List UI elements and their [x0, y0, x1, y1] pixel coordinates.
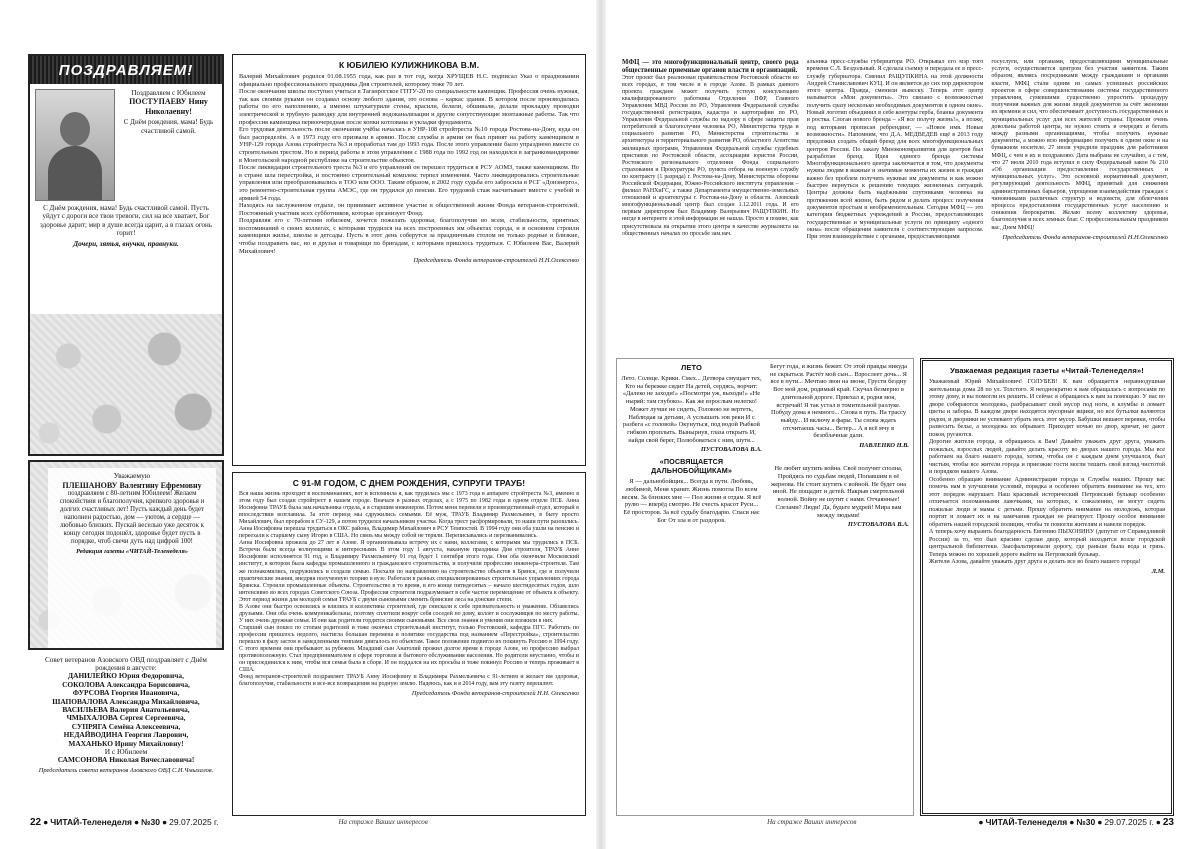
greeting3-name: ВАСИЛЬЕВА Валерия Анатольевича, — [62, 705, 190, 715]
greeting2-signature: Редакция газеты «ЧИТАЙ-Теленеделя» — [76, 547, 188, 555]
greeting2-name: ПЛЕШАНОВУ Валентину Ефремовну — [62, 480, 202, 490]
greeting3-name: И с Юбилеем — [104, 747, 148, 757]
mfc-column-2: альника пресс-службы губернатора РО. Открывал его мэр того времени С.Л. Бездольный. Я сделала съемку и передала ее в пресс-службу губернатора. Сменил РАЩУПКИНА на этой должности Андрей Станиславович КУЦ. И он является до сих пор директором этого центра. Правда, сменили вывеску. Теперь этот центр называется «Мои документы». Это связано с возможностью получить сразу несколько необходимых документов в одном окне». Новый логотип объединил в себе контуры герба, бланка документа и ростка. Слоган нового бренда – «Я все получу жизнь!», а позже, под которыми прописан ребрендинг, — «Новое имя. Новые возможности». Напомним, что Д.А. МЕДВЕДЕВ ещё в 2013 году предложил создать общий бренд для всех многофункциональных центров России. По заказу Минэкономразвития для центров был разработан бренд. Идея единого бренда системы Многофункционального центра заключается в том, что документы нужны людям в важные и значимые моменты их жизни и граждан важно без проблем получить нужные им документы и как можно быстрее вернуться к решению текущих жизненных ситуаций. Центры должны быть надёжными спутниками человека на протяжении всей жизни, быть рядом и делать процесс получения документов простым и необременительным. Сегодня МФЦ — это категория бюджетных учреждений в России, предоставляющих государственные и муниципальные услуги по принципу «одного окна» после обращения заявителя с соответствующим запросом. При этом взаимодействие с органами, предоставляющими — [806, 59, 984, 241]
right-page — [616, 38, 1174, 828]
poems-section — [616, 358, 914, 816]
greeting1-signature: Дочери, зятья, внучки, правнуки. — [73, 239, 179, 248]
greeting3-names — [32, 672, 220, 764]
mfc-column-1: Этот проект был реализован правительством Ростовской области во всех городах, в том числе и в городе Азове. В рамках данного проекта граждане может получить устную консультацию квалифицированного работника Отделения ПФР, Главного Управления МВД России по РО, Управления Федеральной службы государственной регистрации, кадастра и картографии по РО, Управления Федеральной службы по надзору в сфере защиты прав потребителей и благополучия человека РО, Министерства труда и социального развития РО, Министерства строительства и архитектуры и территориального развития РО, областного Агентства жилищных программ, Управления Федеральной службы судебных приставов по Ростовской области, ассоциации юристов России, Ростовского регионального отделения Фонда социального страхования и Прокуратуры РО, пункта отбора на военную службу по контракту (1 разряда) г. Ростова-на-Дону, Министерства обороны Российской Федерации, Южно-Российского института управления – филиал РАНХиГС, а также Департамента имущественно-земельных отношений и архитектуры г. Ростова-на-Дону и области. Азовский многофункциональный центр был создан 1.12.2011 года. И его первым директором был Владимир Валерьевич РАЩУПКИН. Но нигде в интернете я этой информации не нашла. Просто я помню, как присутствовала на открытии этого центра в качестве журналиста на общественных началах по просьбе зам.нач. — [622, 74, 799, 237]
article1-paragraph: После окончания школы поступил учиться в Таганрогское ГПТУ-20 по специальности каменщик. Профессия очень нужная, так как своими руками он создавал основу любого здания, это основа – каркас здания. В котором после производились работы по его наполнению, а именно штукатурили стены, красили, белили, обшивали, делали прокладку проводки электрической и трубную разводку для внутренней водоканализации и другие сопутствующие монтажные работы. Так что профессия каменщика первоочередная после копки котлована и укладки фундамента. — [239, 88, 579, 126]
greeting1-salutation: Поздравляем с Юбилеем — [131, 89, 206, 97]
greeting1-text-a: С Днём рождения, мама! Будь счастливой самой. — [123, 118, 214, 135]
greeting2-salutation: Уважаемую — [113, 471, 151, 480]
article1-title: К ЮБИЛЕЮ КУЛИЖНИКОВА В.М. — [338, 60, 480, 70]
left-footer: 22 ● ЧИТАЙ-Теленеделя ● №30 ● 29.07.2025 г. На страже Ваших интересов — [30, 816, 428, 828]
greeting3-name: МАХАНЬКО Ирину Михайловну! — [68, 738, 184, 748]
greeting3-name: НЕДАЙВОДИНА Георгия Лаврович, — [63, 730, 189, 740]
footer-slogan: На страже Ваших интересов — [338, 818, 428, 826]
editorial-paragraph: Уважаемый Юрий Михайлович! ГОЛУБЕВ! К вам обращается неравнодушная жительница дома 28 по ул. Толстого. Я неоднократно к вам обращалась с вопросами по этому дому, и вы помогли их решить. И сейчас я обращаюсь к вам за помощью. У нас во дворе собираются молодежь, разбрасывает свой мусор под ноги, в клумбы и ломает цветы и заборы. В каждом дворе находятся мусорные ящики, но все бутылки валяются рядом, и дворники не успевают убрать весь этот мусор. Бабушки вешают веревки, чтобы развесить белье, а молодежь их обрывает. Приходят ночью во двор, кричат, не дают покоя, ругаются. — [929, 378, 1165, 438]
issue-number: №30 — [141, 817, 161, 827]
article2-paragraph: Вся наша жизнь проходит в воспоминаниях, вот и вспомнила я, как трудилась мы с 1973 года в аппарате стройтреста №3, именно в этом году был создан стройтрест в нашем городе. Вначале в разных отделах, а с 1975 по 1982 годы в одном отделе ПСБ. Анна Иосифовна ТРАУБ была зам.начальника отдела, а я старшим инженером. Потом меня перевели в производственный отдел, который в впоследствии возглавила. За этот период мы сдружились семьями. Её муж, ТРАУБ Владимир Рахмельевич, в быту просто Михайлович, был прорабом в СУ-129, а потом трудился начальником участка. Когда трест расформировали, то наши пути разошлись. Анна Иосифовна перешла трудиться в ОКС района, Владимир Михайлович в РСУ Темпостей. В 1994 году они оба ушли на пенсию и переехали к старшему сыну Игорю в США. Но связь мы между собой не теряли. Переписывались и перезванивались. — [239, 491, 579, 540]
editorial-title: Уважаемая редакция газеты «Читай-Теленеделя»! — [950, 366, 1144, 375]
right-footer: На страже Ваших интересов ● ЧИТАЙ-Теленеделя ● №30 ● 29.07.2025 г. ● 23 — [767, 816, 1174, 828]
article1-paragraph: Поздравляя его с 70-летним юбилеем, хочется пожелать здоровья, благополучия во всем, стабильности, приятных воспоминаний о своих коллегах, с которыми трудился на всех построенных им объектах города, и в основном строили каменщики жилье, школы и детсады. Пусть в этот день соберутся за праздничным столом не только родные и близкие, чтобы поздравить вас, но и друзья и товарищи по бригадам, с которыми пришлось трудиться. С Юбилеем Вас, Валерий Михайлович! — [239, 217, 579, 255]
article2-paragraph: Фонд ветеранов-строителей поздравляет ТРАУБ Анну Иосифовну и Владимира Рахмельевича с 91-летием и желает им здоровья, благополучия, стабильности и все-все возвращения на родную землю. Надеюсь, как и в 2014 году, вам эту газету перешлют. — [239, 674, 579, 688]
greeting-banner-box — [28, 54, 224, 456]
greeting1-text: С Днём рождения, мама! Будь счастливой самой. Пусть уйдут с дороги все твои тревоги, сил на все хватает, Бог здоровье дарит; мир в душе всегда царит, а в глазах огонь горит! — [40, 204, 212, 238]
greeting2-text: поздравляем с 80-летним Юбилеем! Желаем спокойствия и благополучия, крепкого здоровья и долгих счастливых лет! Пусть каждый день будет наполнен радостью, дом — уютом, а сердце — любовью близких. Пускай веселью уже десяток к концу сегодня подошёл, здоровье будет пусть в порядке, чтоб свечи дуть над цифрой 100! — [59, 489, 205, 545]
poem3-text: Я — дальнобойщик... Всегда в пути. Любовь, любимой, Меня хранит. Жизнь помогла По всем весям. За близких мне — Пол жизни я отдам. Я всё рулю — вперёд смотрю. Не счесть красот Руси... Её просторов. За всё судьбу благодарю. Спаси нас Бог От зла и от раздоров. — [621, 478, 762, 524]
footer-slogan: На страже Ваших интересов — [767, 818, 857, 826]
article2-title: С 91-М ГОДОМ, С ДНЕМ РОЖДЕНИЯ, СУПРУГИ ТРАУБ! — [292, 478, 526, 488]
mfc-signature: Председатель Фонда ветеранов-строителей Н.Н.Олексенко — [1002, 233, 1169, 241]
greeting3-name: ДАНИЛЕЙКО Юрия Федоровича, — [68, 671, 184, 681]
greeting3-name: САМСОНОВА Николая Вячеславовича! — [57, 755, 195, 765]
poem1-author: ПУСТОВАЛОВА В.А. — [700, 446, 762, 454]
issue-date: 29.07.2025 г. — [1104, 817, 1154, 827]
article2-paragraph: Анна Иосифовна прожила до 27 лет в Азове. Я организовывала встречу их с нами, коллегами, с которыми мы трудились в ПСБ. Встречи были всегда волнующими и интересными. В этом году 1 августа, накануне праздника Дня строителя, ТРАУБ Анне Иосифовне исполняется 91 год, а Владимиру Рахмельевичу 91 год будет 1 сентября этого года. Они оба окончили Московский институт, в котором была кафедра промышленного и гражданского строительства, и получили профессию инженера-строителя. Там же познакомились, подружились и создали семью. Поехали по направлению на строительство объектов в Брянск, где и получили практические знания, внедряя полученную теорию в вузе. Работали в разных специализированных строительных управлениях города Брянска. Строили промышленные объекты. Строительство в то время, в его конце пятидесятых – начало шестидесятых годов, шло интенсивно во всех городах Советского Союза. Профессия строителя подразумевает в себе частое перемещение от объекта к объекту. Этот период жизни для молодой семьи ТРАУБ с двумя сыновьями сменить брянские леса на донские степи. — [239, 540, 579, 603]
poem1-text: Лето. Солнце. Крики. Смех... Детвора смущает тех, Кто на бережке сидит На детей, сердясь, ворчит: «Далеко не заходи!» «Посмотри уж, выходи!» «Не ныряй: там глубоко». Как же взрослым нелегко! Может лучше не сидеть, Головою не вертеть, Наблюдая за детьми, А услышать зов реки И с разбега «с головой» Окунуться, под водой Рыбкой гибкою проплыть. Вынырнув, глаза открыть И, найдя свой берег, Полюбоваться с ним, шутя... — [621, 375, 762, 444]
roses-illustration — [30, 314, 222, 454]
mfc-intro: МФЦ — это многофункциональный центр, своего рода общественные приемные органов власти и организаций. — [622, 59, 799, 74]
issue-number: №30 — [1076, 817, 1096, 827]
article1-paragraph: Его трудовая деятельность после окончания учёбы началась в УНР-108 стройтреста №10 города Ростова-на-Дону, куда он был распределён. А в 1973 году его призвали в армию. После службы в армии он был принят на работу каменщиком в УНР-129 города Азова стройтреста №3 и проработал там до 1993 года. После этого управление было упразднено вместе со строительным трестом. Но в период работы в этом управлении с 1988 года по 1992 год он находился в загранкомандировке в Монгольской народной республике на строительстве объектов. — [239, 126, 579, 164]
greeting3-name: ШАПОВАЛОВА Александра Михайловича, — [52, 696, 200, 706]
article-mfc — [616, 54, 1174, 352]
article-traub — [232, 472, 586, 816]
issue-date: 29.07.2025 г. — [169, 817, 219, 827]
greeting3-signature: Председатель совета ветеранов Азовского ОВД С.И.Чмыхалов. — [38, 766, 214, 774]
greeting3-name: ФУРСОВА Георгия Ивановича, — [72, 688, 180, 698]
article2-paragraph: В Азове они быстро освоились и влились в коллективы строителей, где снискали к себе признательность и уважение. Обзавелись друзьями. Они оба очень коммуникабельны, поэтому сплотили вокруг себя соседей по дому, коллег и сослуживцев по месту работы. У них очень дружная семья. И они как родители гордятся своими сыновьями. Все свои знания и умения они вложили в них. — [239, 603, 579, 624]
editorial-letter — [920, 358, 1174, 816]
article2-signature: Председатель Фонда ветеранов-строителей Н.Н. Олексенко — [411, 690, 579, 698]
paper-name: ЧИТАЙ-Теленеделя — [50, 817, 132, 827]
poem4-text: Не любит шутить война. Своё получит сполна, Пройдясь по судьбам людей, Попавшим в её жернова. Не стоит шутить с войной. Не будет она иной. Не пощадит и детей. Накрыв смертельной волной. Войну не шутит с нами. Отчаянные! Слезами? Люди! Да, будьте мудрей! Мира вам между людьми! — [770, 465, 907, 519]
article1-paragraph: Находясь на заслуженном отдыхе, он принимает активное участие в общественной жизни Фонда ветеранов-строителей. Постоянный участник всех субботников, которые организует Фонд. — [239, 202, 579, 217]
article-kulizhnikov — [232, 54, 586, 466]
poem2-text: Бегут года, и жизнь бежит. От этой правды никуда не скрыться. Растёт мой сын... Взрослеет дочь... Я все в пути... Мечтаю звон на звоне, Грусти бездну Вот мой дом, родимый край. Скучал безмерно в длительной дороге. Приехал я, родня моя, встречай! Я так устал в томительной разлуке. Побуду дома я немного... Снова в путь. На трассу выйду... И включу я фары. Ты снова ждать отсчитаешь часы... Ветер... А я всё мчу в безоблачные дали. — [770, 363, 907, 440]
mfc-column-3: госуслуги, или органами, предоставляющими муниципальные услуги, осуществляется центром без участия заявителя. Таким образом, являясь посредниками между гражданами и органами власти, МФЦ стали одним из самых успешных российских проектов в сфере совершенствования системы государственного управления, сумевшими существенно упростить процедуру получения важных для жизни людей документов за счёт экономии их времени и сил, что обеспечивает доступность государственных и муниципальных услуг для всех жителей страны. Прожили очень довольны работой центра, не нужно стоять в очередях и бегать между разными организациями, чтобы получить нужные документы, а можно всю информацию получить в одном окне и на бумажном носителе. 27 июля учредили праздник для работников МФЦ, с чем я их и поздравляю. Дата выбрана не случайно, а с тем, что 27 июля 2010 года вступил в силу Федеральный закон № 210 «Об организации предоставления государственных и муниципальных услуг». Это основной нормативный документ, регулирующий деятельность МФЦ, принятый для снижения административных барьеров, упрощения взаимодействия граждан с чиновниками различных структур и ведомств, для облегчения процесса предоставления государственных услуг населению и снижения бюрократии. Желаю всему коллективу здоровья, благополучия и всех земных благ. С профессиональным праздником вас, Днем МФЦ! — [991, 59, 1169, 231]
editorial-signature: Л.М. — [1151, 567, 1165, 575]
paper-name: ЧИТАЙ-Теленеделя — [985, 817, 1068, 827]
article1-paragraph: После ликвидации строительного треста №3 и его управлений он перешел трудиться в РСУ АОМЗ, также каменщиком. Но в стране шла перестройка, и постоянно строительный комплекс терпел изменения. Часто ликвидировались строительные управления или преобразовывались в ТОО или ООО. Таким образом, в 2002 году судьба его забросила в РСГ «Донэнерго», это ремонтно-строительная группа АМЭС, где он трудился до пенсии. Его трудовой стаж насчитывает вместе с учебой и армией 54 года. — [239, 164, 579, 202]
greeting1-name: ПОСТУПАЕВУ Нину Николаевну! — [129, 97, 208, 116]
page-number: 23 — [1162, 816, 1174, 828]
banner-text: ПОЗДРАВЛЯЕМ! — [58, 61, 194, 79]
editorial-paragraph: Особенно обращаю внимание Администрации города и Службы наших. Прошу вас помочь нам в улучшении условий, порядка и особенно обратить внимание на тех, кто этот порядок нарушает. Наш красивый исторический Петровский бульвар особенно отличается поломанными лавочками, на которых, к сожалению, не могут сидеть пожилые люди и мамы с детьми. Прошу обратить внимание на молодежь, которая портит и ломает их и на замечания граждан не реагирует. Прошу особое внимание обратить нашей городской полиции, чтобы те помогли жителям и навели порядок. — [929, 475, 1165, 528]
left-page — [28, 38, 586, 828]
greeting3-name: СОКОЛОВА Александра Борисовича, — [62, 679, 190, 689]
poem3-title: «ПОСВЯЩАЕТСЯ ДАЛЬНОБОЙЩИКАМ» — [651, 457, 732, 476]
page-number: 22 — [30, 816, 42, 828]
article1-paragraph: Валерий Михайлович родился 01.08.1955 года, как раз в тот год, когда ХРУЩЕВ Н.С. подписал Указ о праздновании официально профессионального праздника Дня строителей, которому тоже 70 лет. — [239, 73, 579, 88]
editorial-paragraph: А теперь хочу выразить благодарность Евгению ПЫХОНИНУ (депутат от Справедливой России) за то, что был красиво сделан двор, который находится возле городской центральной библиотеки. Заасфальтировали дорогу, где раньше была вода и грязь. Теперь можно по хорошей дороге выйти на Петровский бульвар. — [929, 528, 1165, 558]
editorial-paragraph: Жители Азова, давайте уважать друг друга и делать все во благо нашего города! — [929, 558, 1141, 565]
greeting3-header: Совет ветеранов Азовского ОВД поздравляет с Днём рождения в августе: — [45, 656, 207, 673]
article2-paragraph: Старший сын пошел по стопам родителей и тоже окончил строительный институт, только Ростовский, кафедра ПГС. Работать по профессии пришлось недолго, настигла большая перемена в политике государства под названием «Перестройка», строительство перешло в фазу застоя и замедленными темпами двигалось по объектам. Такое положение подвигло их покинуть Россию в 1994 году. С этого времени они пребывают за рубежом. Младший сын Анатолий прожил долгое время в городе Азове, но профессию выбрал противоположную. Стал предпринимателем в сфере торговли и бытового обслуживания населения. Но родители неустанно, чтобы и он присоединился к ним, чтобы вся семья была в сборе. И он поддался на их просьбы и тоже покинул Россию и теперь проживает в США. — [239, 624, 579, 674]
greeting2-box — [28, 460, 224, 650]
article1-signature: Председатель Фонда ветеранов-строителей Н.Н.Олексенко — [413, 257, 579, 265]
poem1-title: ЛЕТО — [681, 363, 702, 372]
greeting3-name: СУПРЯГА Семёна Алексеевича, — [71, 721, 181, 731]
congratulations-banner — [30, 56, 222, 84]
greeting3-box — [28, 654, 224, 814]
greeting3-name: ЧМЫХАЛОВА Сергея Сергеевича, — [66, 713, 186, 723]
portrait-photo — [35, 89, 115, 201]
page-gutter — [596, 0, 606, 849]
poem2-author: ПАВЛЕНКО Н.В. — [859, 442, 909, 450]
editorial-paragraph: Дорогие жители города, я обращаюсь к Вам! Давайте уважать друг друга, уважать пожилых, взрослых людей, давайте делать красоту во дворах нашего города. Мы все работаем на благо нашего города, хотим, чтобы он с каждым днем улучшался, был чистым, чтобы все жители города и приезжие гости могли тешить свой взгляд чистотой и порядком нашего Азова. — [929, 438, 1165, 475]
poem3-author: ПУСТОВАЛОВА В.А. — [847, 521, 909, 529]
